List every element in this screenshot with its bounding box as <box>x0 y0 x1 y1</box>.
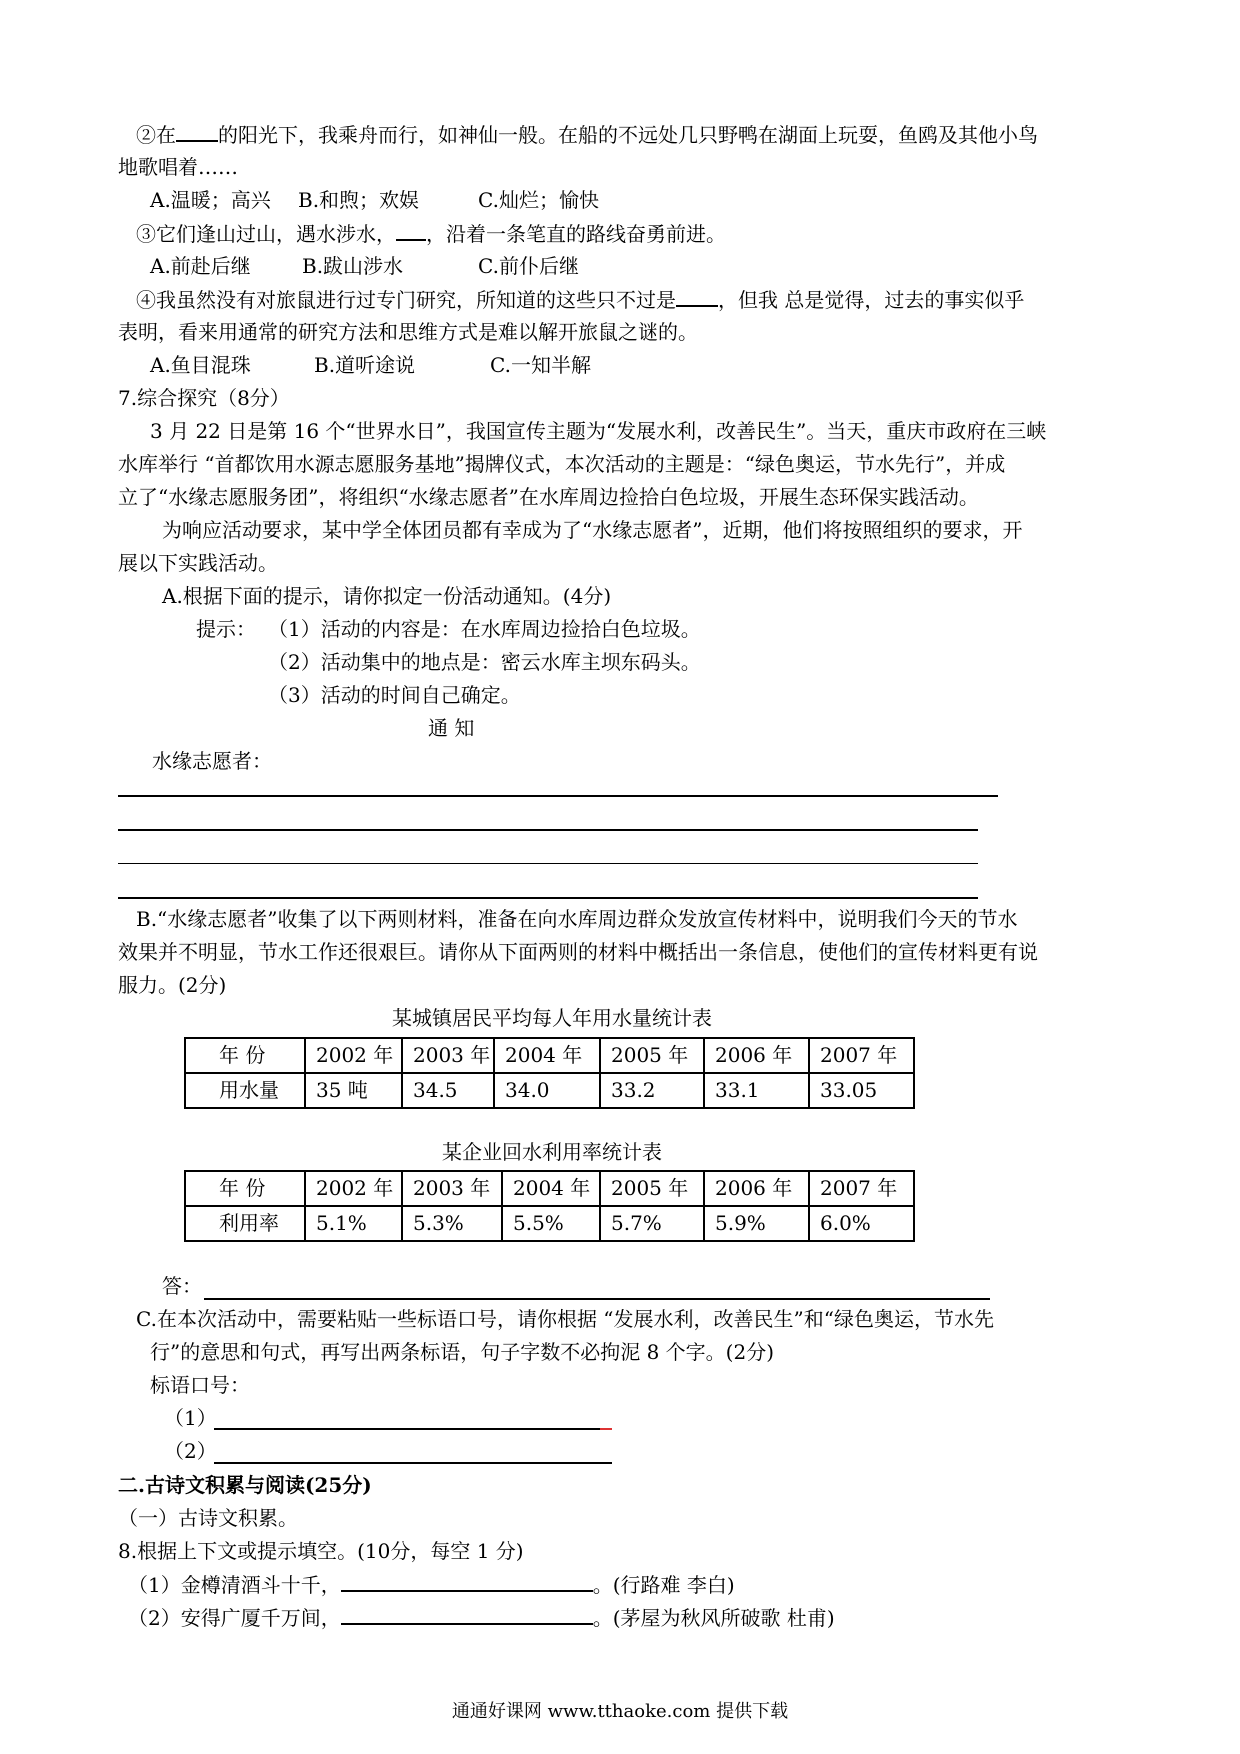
q6-item2-line2: 地歌唱着…… <box>118 155 238 179</box>
q8-item-2-pre: （2）安得广厦千万间， <box>128 1606 341 1630</box>
writing-line[interactable] <box>118 863 978 864</box>
q7-title: 7.综合探究（8分） <box>118 386 290 410</box>
q6-item4-pre: ④我虽然没有对旅鼠进行过专门研究，所知道的这些只不过是 <box>136 288 676 312</box>
writing-line[interactable] <box>118 829 978 831</box>
table-cell: 34.5 <box>402 1073 494 1108</box>
table-cell: 2007 年 <box>809 1171 914 1206</box>
q8-item-2-post: 。(茅屋为秋风所破歌 杜甫) <box>592 1606 835 1630</box>
q6-item2-post: 的阳光下，我乘舟而行，如神仙一般。在船的不远处几只野鸭在湖面上玩耍，鱼鸥及其他小鸟 <box>218 123 1038 147</box>
q7-partB-prompt-line2: 效果并不明显，节水工作还很艰巨。请你从下面两则的材料中概括出一条信息，使他们的宣传材料更有说 <box>118 940 1038 964</box>
water-reuse-table <box>184 1170 915 1242</box>
q8-item-2 <box>128 1601 835 1635</box>
q6-item4 <box>136 283 1024 317</box>
q8-item-1 <box>128 1568 735 1602</box>
table-cell: 33.1 <box>704 1073 809 1108</box>
answer-blank[interactable] <box>396 217 426 241</box>
table-cell: 35 吨 <box>305 1073 402 1108</box>
slogan-label: 标语口号： <box>150 1373 250 1397</box>
q6-item3-pre: ③它们逢山过山，遇水涉水， <box>136 222 396 246</box>
table-cell: 2004 年 <box>494 1038 600 1073</box>
table-cell: 2003 年 <box>402 1038 494 1073</box>
table-cell: 2005 年 <box>600 1171 704 1206</box>
notice-salutation: 水缘志愿者： <box>152 749 272 773</box>
table-cell: 5.1% <box>305 1206 402 1241</box>
slogan-line-1[interactable] <box>214 1428 606 1430</box>
answer-blank[interactable] <box>676 283 718 307</box>
q8-title: 8.根据上下文或提示填空。(10分，每空 1 分) <box>118 1539 524 1563</box>
table-row <box>185 1073 914 1108</box>
page-footer: 通通好课网 www.tthaoke.com 提供下载 <box>451 1701 789 1722</box>
q7-partB-prompt-line1: B.“水缘志愿者”收集了以下两则材料，准备在向水库周边群众发放宣传材料中，说明我们今天的节水 <box>136 907 1018 931</box>
table-cell: 年 份 <box>185 1171 305 1206</box>
q6-item4-post: ，但我 总是觉得，过去的事实似乎 <box>718 288 1025 312</box>
water-usage-table <box>184 1037 915 1109</box>
section2-sub1: （一）古诗文积累。 <box>118 1506 298 1530</box>
q6-item2-option-a: A.温暖；高兴 <box>150 188 271 212</box>
answer-blank[interactable] <box>341 1568 593 1592</box>
table-cell: 利用率 <box>185 1206 305 1241</box>
q7-partA-prompt: A.根据下面的提示，请你拟定一份活动通知。(4分) <box>162 584 612 608</box>
table-cell: 2002 年 <box>305 1038 402 1073</box>
q6-item2-option-c: C.灿烂；愉快 <box>478 188 599 212</box>
hint-2: （2）活动集中的地点是：密云水库主坝东码头。 <box>268 650 701 674</box>
table-cell: 5.5% <box>502 1206 600 1241</box>
answer-line[interactable] <box>204 1298 990 1300</box>
q6-item3-option-b: B.跋山涉水 <box>302 254 404 278</box>
slogan-line-1-end <box>600 1428 612 1430</box>
table-cell: 2003 年 <box>402 1171 502 1206</box>
table-cell: 2004 年 <box>502 1171 600 1206</box>
table-cell: 5.3% <box>402 1206 502 1241</box>
table2-title: 某企业回水利用率统计表 <box>442 1140 662 1164</box>
q6-item4-option-b: B.道听途说 <box>314 353 416 377</box>
q6-item3-option-c: C.前仆后继 <box>478 254 579 278</box>
q6-item2-pre: ②在 <box>136 123 176 147</box>
answer-blank[interactable] <box>176 118 218 142</box>
table-cell: 2002 年 <box>305 1171 402 1206</box>
table-cell: 2005 年 <box>600 1038 704 1073</box>
q7-para1-line1: 3 月 22 日是第 16 个“世界水日”，我国宣传主题为“发展水利，改善民生”。当天，重庆市政府在三峡 <box>150 419 1047 443</box>
hint-1: （1）活动的内容是：在水库周边捡拾白色垃圾。 <box>268 617 701 641</box>
q7-partB-prompt-line3: 服力。(2分) <box>118 973 227 997</box>
hint-3: （3）活动的时间自己确定。 <box>268 683 521 707</box>
table-cell: 2006 年 <box>704 1171 809 1206</box>
q6-item3-post: ，沿着一条笔直的路线奋勇前进。 <box>426 222 726 246</box>
table-header-row <box>185 1171 914 1206</box>
notice-title: 通 知 <box>428 716 475 740</box>
table-cell: 5.7% <box>600 1206 704 1241</box>
table-cell: 用水量 <box>185 1073 305 1108</box>
answer-label: 答： <box>162 1274 202 1298</box>
section2-title: 二.古诗文积累与阅读(25分) <box>118 1473 372 1497</box>
q6-item4-option-a: A.鱼目混珠 <box>150 353 251 377</box>
slogan-slot-1-label: （1） <box>164 1406 217 1430</box>
table-cell: 33.05 <box>809 1073 914 1108</box>
q6-item3-option-a: A.前赴后继 <box>150 254 251 278</box>
table-cell: 5.9% <box>704 1206 809 1241</box>
q7-para1-line2: 水库举行 “首都饮用水源志愿服务基地”揭牌仪式，本次活动的主题是：“绿色奥运，节水先行”，并成 <box>118 452 1006 476</box>
hints-label: 提示： <box>196 617 256 641</box>
table-cell: 2007 年 <box>809 1038 914 1073</box>
slogan-line-2[interactable] <box>214 1462 612 1464</box>
q6-item3 <box>136 217 726 251</box>
writing-line[interactable] <box>118 897 978 899</box>
answer-blank[interactable] <box>341 1601 593 1625</box>
table-row <box>185 1206 914 1241</box>
q7-partC-prompt-line2: 行”的意思和句式，再写出两条标语，句子字数不必拘泥 8 个字。(2分) <box>150 1340 774 1364</box>
table-cell: 2006 年 <box>704 1038 809 1073</box>
q6-item2-option-b: B.和煦；欢娱 <box>298 188 420 212</box>
table-cell: 6.0% <box>809 1206 914 1241</box>
q7-para2-line2: 展以下实践活动。 <box>118 551 278 575</box>
writing-line[interactable] <box>118 795 998 797</box>
q7-para2-line1: 为响应活动要求，某中学全体团员都有幸成为了“水缘志愿者”，近期，他们将按照组织的要求，开 <box>162 518 1023 542</box>
q6-item4-line2: 表明，看来用通常的研究方法和思维方式是难以解开旅鼠之谜的。 <box>118 320 698 344</box>
table-cell: 34.0 <box>494 1073 600 1108</box>
table-header-row <box>185 1038 914 1073</box>
q7-partC-prompt-line1: C.在本次活动中，需要粘贴一些标语口号，请你根据 “发展水利，改善民生”和“绿色奥运，节水先 <box>136 1307 994 1331</box>
q6-item4-option-c: C.一知半解 <box>490 353 591 377</box>
q6-item2 <box>136 118 1038 152</box>
table-cell: 年 份 <box>185 1038 305 1073</box>
table-cell: 33.2 <box>600 1073 704 1108</box>
slogan-slot-2-label: （2） <box>164 1439 217 1463</box>
q8-item-1-pre: （1）金樽清酒斗十千， <box>128 1573 341 1597</box>
q7-para1-line3: 立了“水缘志愿服务团”，将组织“水缘志愿者”在水库周边捡拾白色垃圾，开展生态环保实践活动。 <box>118 485 979 509</box>
table1-title: 某城镇居民平均每人年用水量统计表 <box>392 1006 712 1030</box>
q8-item-1-post: 。(行路难 李白) <box>592 1573 735 1597</box>
